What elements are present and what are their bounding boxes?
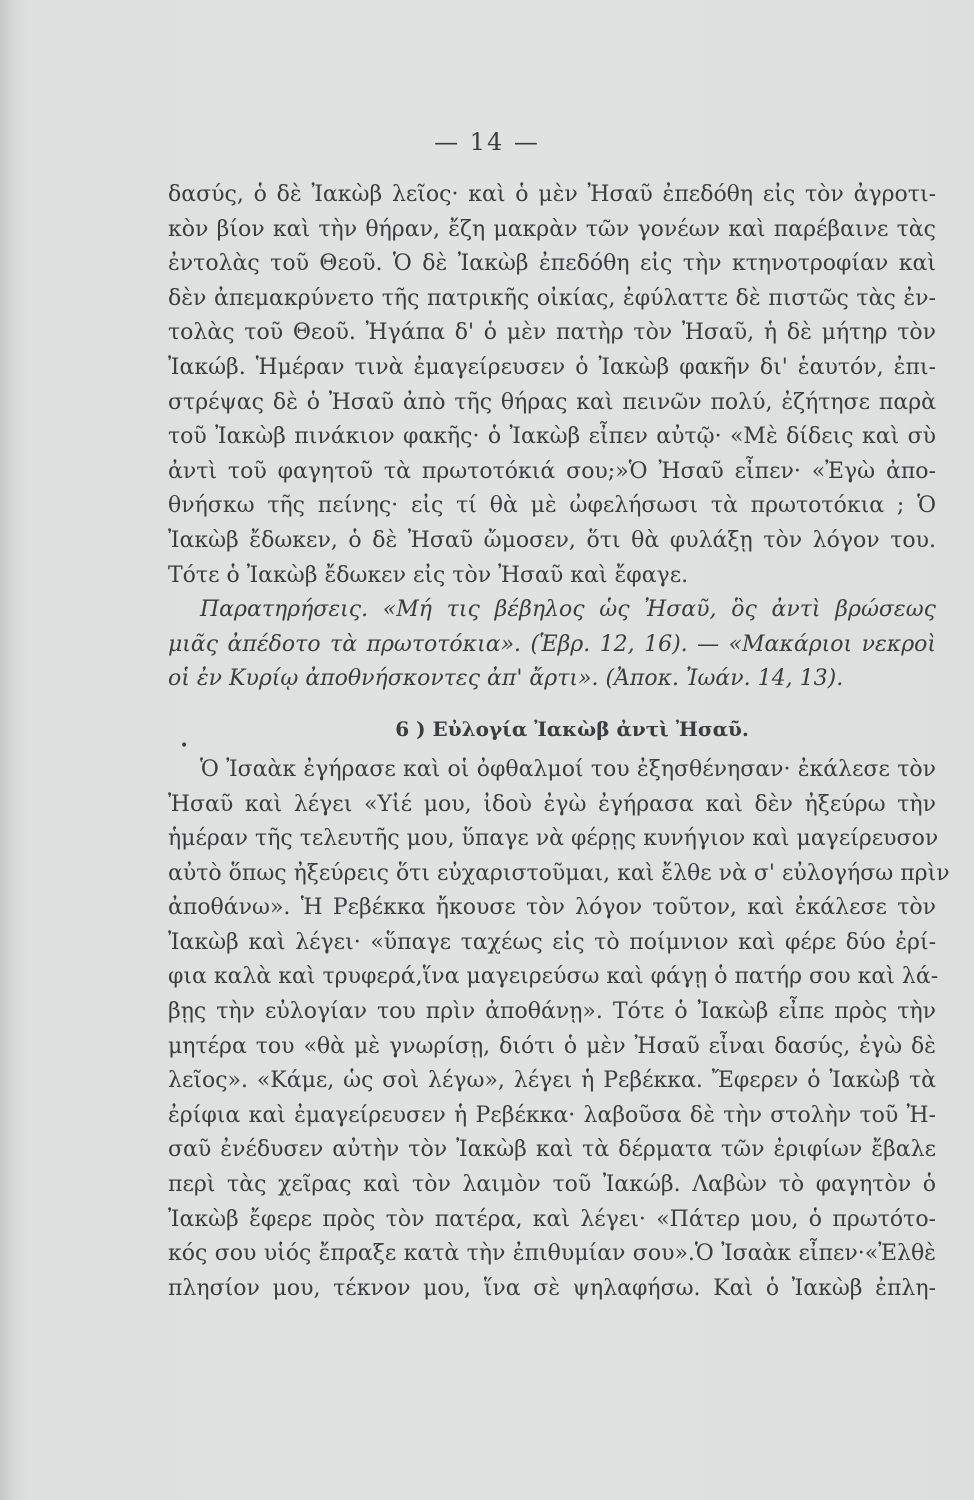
page-spine-shadow [0,0,14,1500]
text-line: θνήσκω τῆς πείνης· εἰς τί θὰ μὲ ὠφελήσωσι τὰ πρωτοτόκια ; Ὁ [168,493,936,519]
text-line: αὐτὸ ὅπως ἠξεύρεις ὅτι εὐχαριστοῦμαι, καὶ ἔλθε νὰ σ' εὐλογήσω πρὶν [168,860,950,886]
text-line: ἐρίφια καὶ ἐμαγείρευσεν ἡ Ρεβέκκα· λαβοῦσα δὲ τὴν στολὴν τοῦ Ἠ- [168,1102,936,1128]
text-line: βῃς τὴν εὐλογίαν του πρὶν ἀποθάνῃ». Τότε ὁ Ἰακὼβ εἶπε πρὸς τὴν [168,999,936,1025]
text-line: Ἠσαῦ καὶ λέγει «Υἱέ μου, ἰδοὺ ἐγὼ ἐγήρασα καὶ δὲν ἠξεύρω τὴν [168,791,936,817]
text-line: Τότε ὁ Ἰακὼβ ἔδωκεν εἰς τὸν Ἠσαῦ καὶ ἔφαγε. [168,562,689,588]
text-line: ἡμέραν τῆς τελευτῆς μου, ὕπαγε νὰ φέρῃς κυνήγιον καὶ μαγείρευσον [168,826,939,852]
text-line: κός σου υἱός ἔπραξε κατὰ τὴν ἐπιθυμίαν σου».Ὁ Ἰσαὰκ εἶπεν·«Ἐλθὲ [168,1241,936,1267]
paragraph-1 [168,178,936,593]
observations-paragraph [168,593,936,697]
page-number: — 14 — [434,128,540,156]
text-line: λεῖος». «Κάμε, ὡς σοὶ λέγω», λέγει ἡ Ρεβέκκα. Ἔφερεν ὁ Ἰακὼβ τὰ [168,1068,936,1094]
text-line: Ἰακὼβ ἔδωκεν, ὁ δὲ Ἠσαῦ ὤμοσεν, ὅτι θὰ φυλάξῃ τὸν λόγον του. [168,527,936,553]
text-line: ἀντὶ τοῦ φαγητοῦ τὰ πρωτοτόκιά σου;»Ὁ Ἠσαῦ εἶπεν· «Ἐγὼ ἀπο- [168,458,936,484]
section-heading: 6 ) Εὐλογία Ἰακὼβ ἀντὶ Ἠσαῦ. [395,716,749,741]
text-line: σαῦ ἐνέδυσεν αὐτὴν τὸν Ἰακὼβ καὶ τὰ δέρματα τῶν ἐριφίων ἔβαλε [168,1137,936,1163]
paragraph-2 [168,753,950,1307]
text-line: μιᾶς ἀπέδοτο τὰ πρωτοτόκια». (Ἑβρ. 12, 16). — «Μακάριοι νεκροὶ [168,631,936,657]
text-line: δὲν ἀπεμακρύνετο τῆς πατρικῆς οἰκίας, ἐφύλαττε δὲ πιστῶς τὰς ἐν- [168,285,936,311]
text-line: στρέψας δὲ ὁ Ἠσαῦ ἀπὸ τῆς θήρας καὶ πεινῶν πολύ, ἐζήτησε παρὰ [168,389,936,415]
page-body [168,178,950,1306]
text-line: φια καλὰ καὶ τρυφερά,ἵνα μαγειρεύσω καὶ φάγῃ ὁ πατήρ σου καὶ λά- [168,964,939,990]
text-line: κὸν βίον καὶ τὴν θήραν, ἔζη μακρὰν τῶν γονέων καὶ παρέβαινε τὰς [168,216,936,242]
text-line: τολὰς τοῦ Θεοῦ. Ἠγάπα δ' ὁ μὲν πατὴρ τὸν Ἠσαῦ, ἡ δὲ μήτηρ τὸν [168,320,936,346]
text-line: ἐντολὰς τοῦ Θεοῦ. Ὁ δὲ Ἰακὼβ ἐπεδόθη εἰς τὴν κτηνοτροφίαν καὶ [168,251,936,277]
text-line: δασύς, ὁ δὲ Ἰακὼβ λεῖος· καὶ ὁ μὲν Ἠσαῦ ἐπεδόθη εἰς τὸν ἀγροτι- [168,182,936,207]
text-line: Ἰακὼβ καὶ λέγει· «ὕπαγε ταχέως εἰς τὸ ποίμνιον καὶ φέρε δύο ἐρί- [168,929,936,955]
text-line: οἱ ἐν Κυρίῳ ἀποθνήσκοντες ἀπ' ἄρτι». (Ἀποκ. Ἰωάν. 14, 13). [168,666,844,692]
text-line: μητέρα του «θὰ μὲ γνωρίσῃ, διότι ὁ μὲν Ἠσαῦ εἶναι δασύς, ἐγὼ δὲ [168,1033,936,1059]
text-line: Ἰακὼβ ἔφερε πρὸς τὸν πατέρα, καὶ λέγει· «Πάτερ μου, ὁ πρωτότο- [168,1206,936,1232]
text-line: ἀποθάνω». Ἡ Ρεβέκκα ἤκουσε τὸν λόγον τοῦτον, καὶ ἐκάλεσε τὸν [168,895,936,921]
text-line: περὶ τὰς χεῖρας καὶ τὸν λαιμὸν τοῦ Ἰακώβ. Λαβὼν τὸ φαγητὸν ὁ [168,1172,936,1198]
text-line: τοῦ Ἰακὼβ πινάκιον φακῆς· ὁ Ἰακὼβ εἶπεν αὐτῷ· «Μὲ δίδεις καὶ σὺ [168,424,936,450]
text-line: Παρατηρήσεις. «Μή τις βέβηλος ὡς Ἠσαῦ, ὃς ἀντὶ βρώσεως [200,597,936,623]
margin-dot: • [180,738,189,754]
text-line: Ὁ Ἰσαὰκ ἐγήρασε καὶ οἱ ὀφθαλμοί του ἐξησθένησαν· ἐκάλεσε τὸν [200,756,936,782]
text-line: πλησίον μου, τέκνον μου, ἵνα σὲ ψηλαφήσω. Καὶ ὁ Ἰακὼβ ἐπλη- [168,1275,936,1301]
text-line: Ἰακώβ. Ἡμέραν τινὰ ἐμαγείρευσεν ὁ Ἰακὼβ φακῆν δι' ἑαυτόν, ἐπι- [168,354,936,380]
